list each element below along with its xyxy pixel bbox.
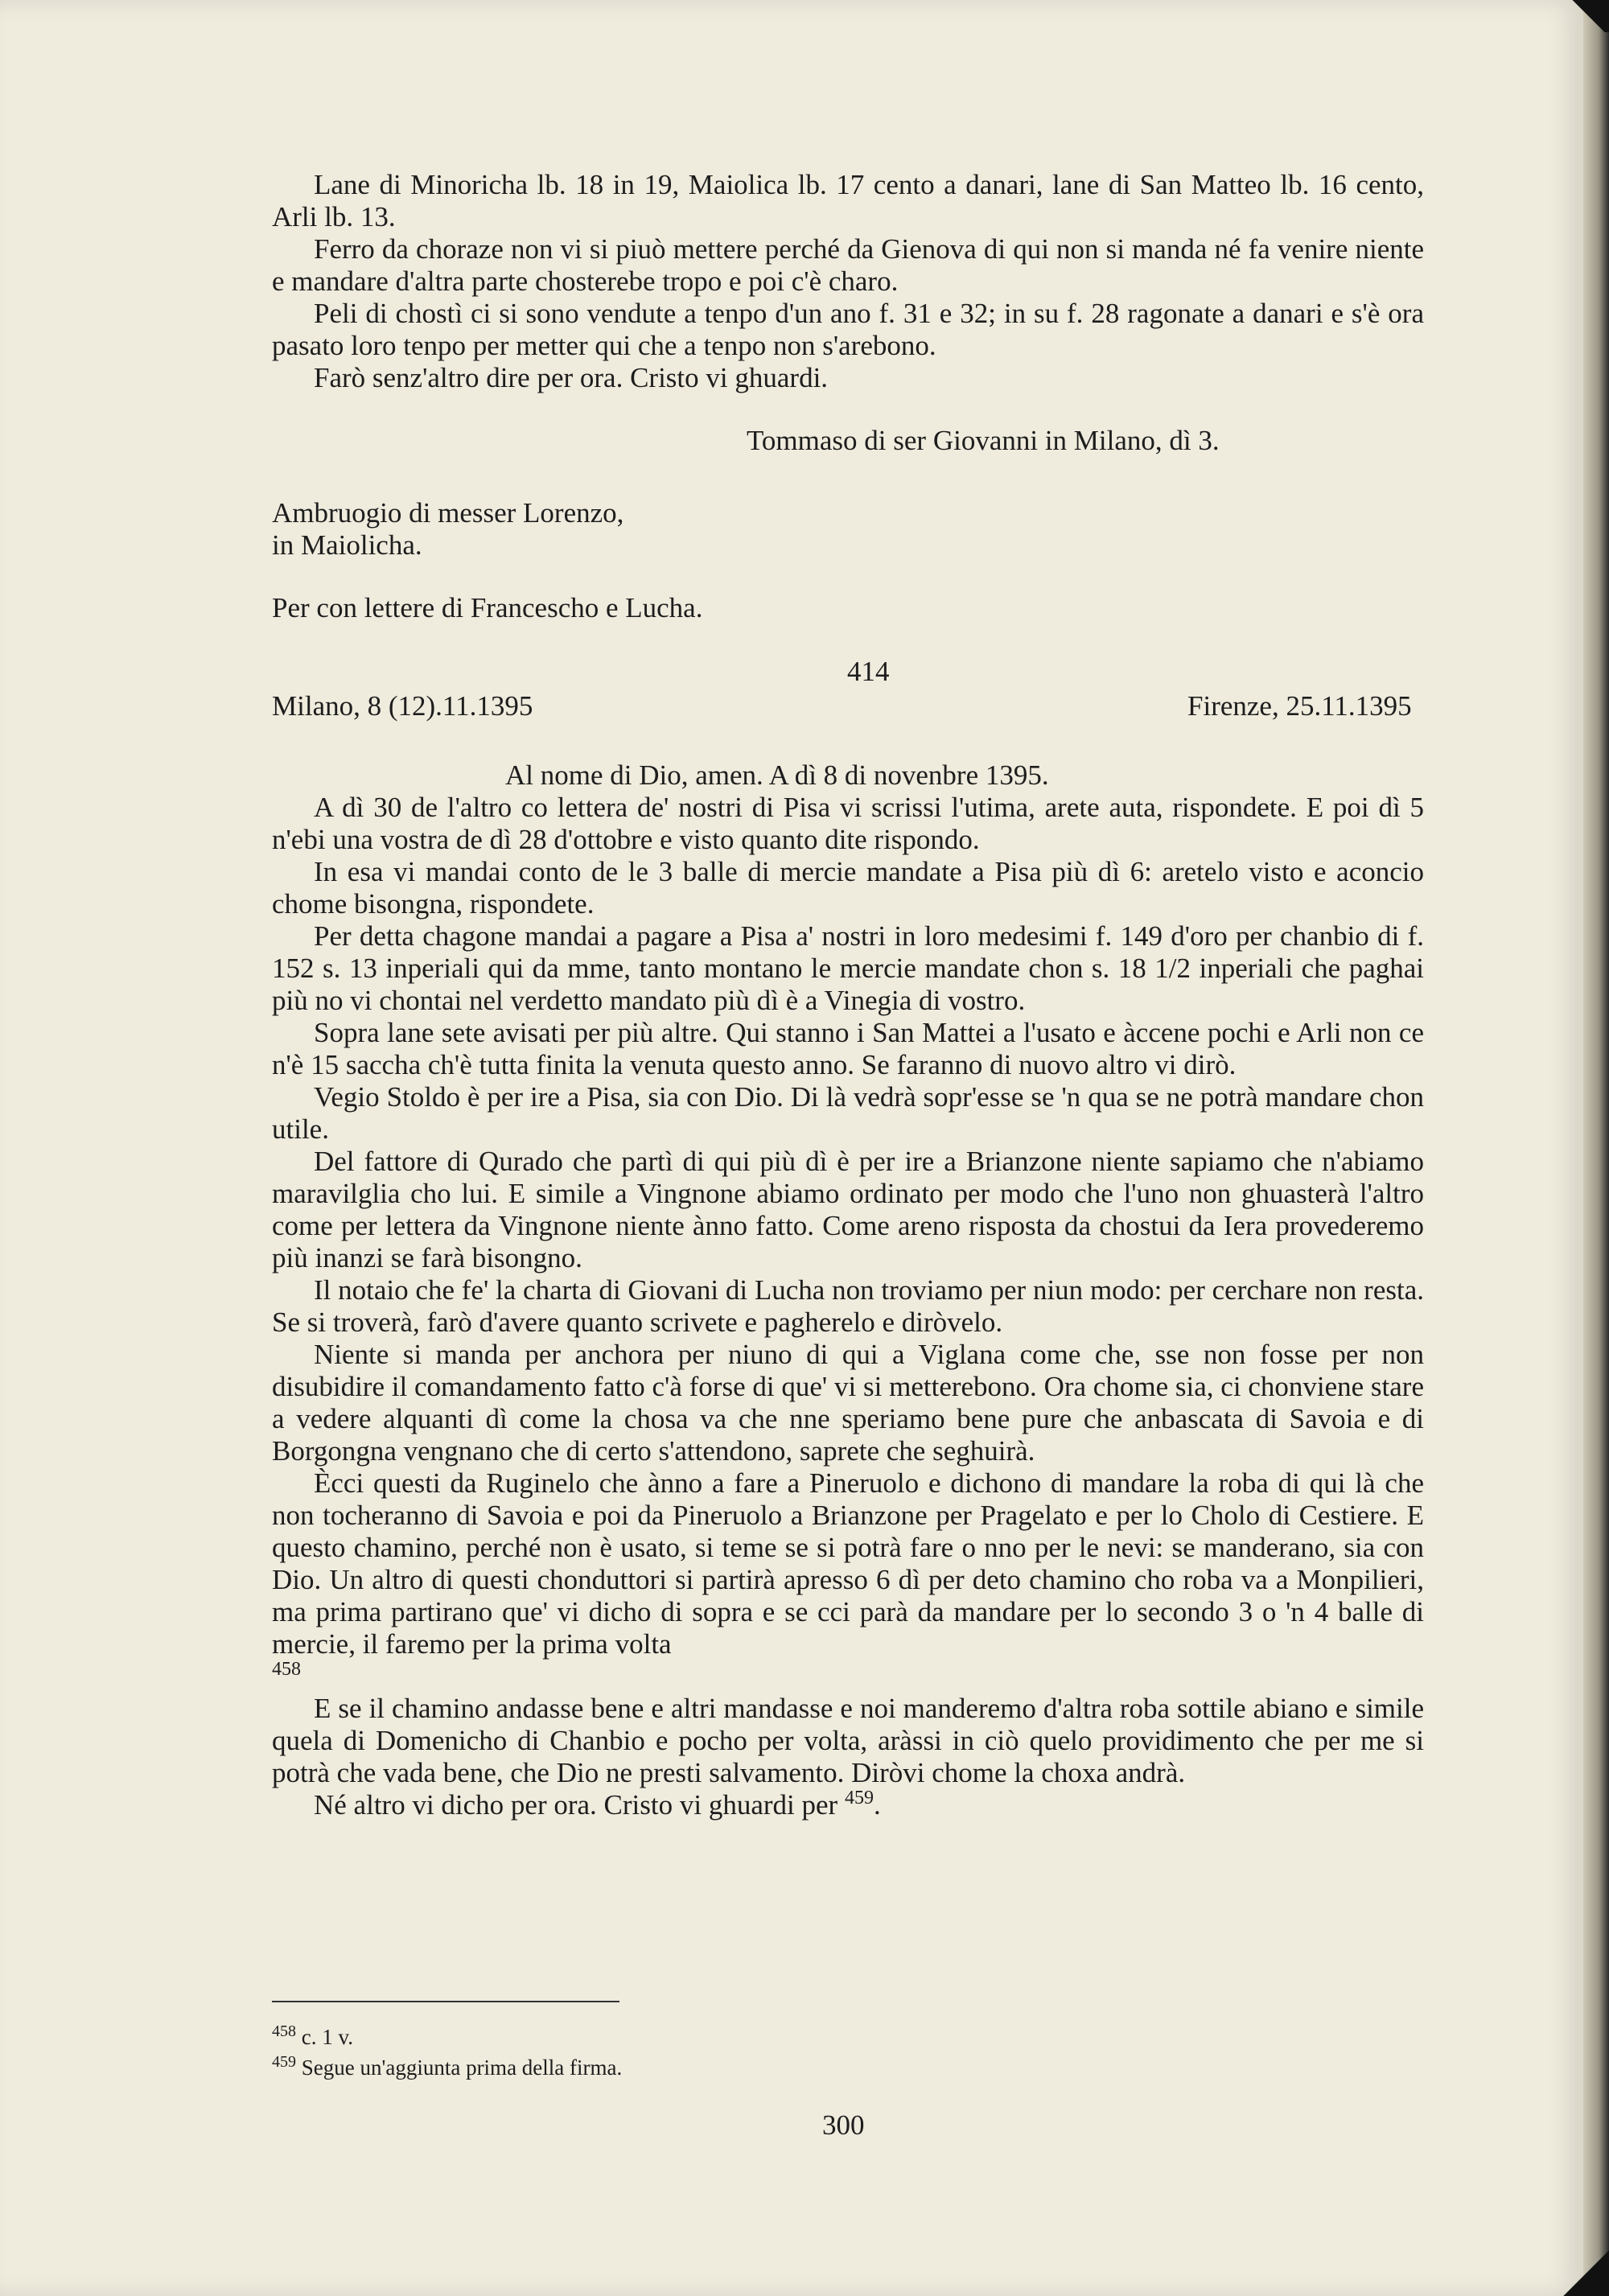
footnote-rule — [272, 2001, 619, 2002]
paragraph: Ferro da choraze non vi si piuò mettere perché da Gienova di qui non si manda né fa venire niente e mandare d'altra parte chosterebe tropo e poi c'è charo. — [272, 233, 1424, 297]
paragraph: In esa vi mandai conto de le 3 balle di mercie mandate a Pisa più dì 6: aretelo visto e aconcio chome bisongna, rispondete. — [272, 856, 1424, 920]
footnote-text: Segue un'aggiunta prima della firma. — [301, 2055, 623, 2080]
letter-opening: Al nome di Dio, amen. A dì 8 di novenbre 1395. — [505, 759, 1049, 791]
paragraph: Niente si manda per anchora per niuno di qui a Viglana come che, sse non fosse per non disubidire il comandamento fatto c'à forse di que' vi si metterebono. Ora chome sia, ci chonviene stare a vedere alquanti dì come la chosa va che nne speriamo bene pure che anbascata di Savoia e di Borgongna vengnano che di certo s'attendono, saprete che seghuirà. — [272, 1339, 1424, 1467]
paragraph: Per detta chagone mandai a pagare a Pisa a' nostri in loro medesimi f. 149 d'oro per chanbio di f. 152 s. 13 inperiali qui da mme, tanto montano le mercie mandate chon s. 18 1/2 inperiali che paghai più no vi chontai nel verdetto mandato più dì è a Vinegia di vostro. — [272, 920, 1424, 1016]
page-number: 300 — [822, 2109, 865, 2141]
footnote-458 — [272, 2024, 353, 2050]
footnote-459 — [272, 2055, 622, 2080]
footnote-number: 459 — [272, 2053, 296, 2071]
scan-corner-top — [1561, 0, 1609, 32]
paragraph-text: Ècci questi da Ruginelo che ànno a fare a Pineruolo e dichono di mandare la roba di qui là che non tocheranno di Savoia e poi da Pineruolo a Brianzone per Pragelato e per lo Cholo di Cestiere. E questo chamino, perché non è usato, si teme se si potrà fare o nno per le nevi: se manderano, sia con Dio. Un altro di questi chonduttori si partirà apresso 6 dì per deto chamino cho roba va a Monpilieri, ma prima partirano que' vi dicho di sopra e se cci parà da mandare per lo secondo 3 o 'n 4 balle di mercie, il faremo per la prima volta — [272, 1467, 1424, 1660]
paragraph — [272, 1467, 1424, 1660]
previous-letter-body — [272, 169, 1424, 394]
address-line: in Maiolicha. — [272, 529, 422, 561]
letter-body — [272, 792, 1424, 1821]
paragraph: Vegio Stoldo è per ire a Pisa, sia con Dio. Di là vedrà sopr'esse se 'n qua se ne potrà mandare chon utile. — [272, 1081, 1424, 1145]
paragraph: Peli di chostì ci si sono vendute a tenpo d'un ano f. 31 e 32; in su f. 28 ragonate a danari e s'è ora pasato loro tenpo per metter qui che a tenpo non s'arebono. — [272, 298, 1424, 361]
address — [272, 497, 623, 562]
address-line: Ambruogio di messer Lorenzo, — [272, 497, 624, 529]
paragraph: Né altro vi dicho per ora. Cristo vi ghuardi per $^{459}$. — [314, 1788, 881, 1821]
paragraph-text: Né altro vi dicho per ora. Cristo vi ghuardi per — [314, 1789, 838, 1821]
footnote-ref-459[interactable]: 459 — [844, 1788, 874, 1808]
signature: Tommaso di ser Giovanni in Milano, dì 3. — [747, 425, 1220, 456]
letter-destination: Firenze, 25.11.1395 — [1187, 690, 1412, 722]
page-edge — [1583, 0, 1609, 2296]
footnote-number: 458 — [272, 2022, 296, 2040]
paragraph: A dì 30 de l'altro co lettera de' nostri di Pisa vi scrissi l'utima, arete auta, rispondete. E poi dì 5 n'ebi una vostra de dì 28 d'ottobre e visto quanto dite rispondo. — [272, 792, 1424, 855]
footnote-ref-458[interactable]: 458 — [272, 1659, 301, 1680]
paragraph: E se il chamino andasse bene e altri mandasse e noi manderemo d'altra roba sottile abiano e simile quela di Domenicho di Chanbio e pocho per volta, aràssi in ciò quelo providimento che per me si potrà che vada bene, che Dio ne presti salvamento. Diròvi chome la choxa andrà. — [272, 1693, 1424, 1788]
letter-origin: Milano, 8 (12).11.1395 — [272, 690, 533, 722]
scan-corner-bottom — [1545, 2248, 1609, 2296]
letter-number: 414 — [847, 656, 890, 687]
footnote-text: c. 1 v. — [301, 2025, 353, 2049]
paragraph: Farò senz'altro dire per ora. Cristo vi ghuardi. — [314, 362, 829, 393]
delivery-note: Per con lettere di Francescho e Lucha. — [272, 592, 703, 623]
footnote-marker-line — [272, 1660, 1424, 1693]
paragraph: Del fattore di Qurado che partì di qui più dì è per ire a Brianzone niente sapiamo che n'abiamo maravilglia cho lui. E simile a Vingnone abiamo ordinato per modo che l'uno non ghuasterà l'altro come per lettera da Vingnone niente ànno fatto. Come areno risposta da chostui da Iera provederemo più inanzi se farà bisongno. — [272, 1146, 1424, 1273]
paragraph: Sopra lane sete avisati per più altre. Qui stanno i San Mattei a l'usato e àccene pochi e Arli non ce n'è 15 saccha ch'è tutta finita la venuta questo anno. Se faranno di nuovo altro vi dirò. — [272, 1017, 1424, 1080]
paragraph: Il notaio che fe' la charta di Giovani di Lucha non troviamo per niun modo: per cerchare non resta. Se si troverà, farò d'avere quanto scrivete e pagherelo e diròvelo. — [272, 1274, 1424, 1338]
paragraph: Lane di Minoricha lb. 18 in 19, Maiolica lb. 17 cento a danari, lane di San Matteo lb. 16 cento, Arli lb. 13. — [272, 169, 1424, 232]
